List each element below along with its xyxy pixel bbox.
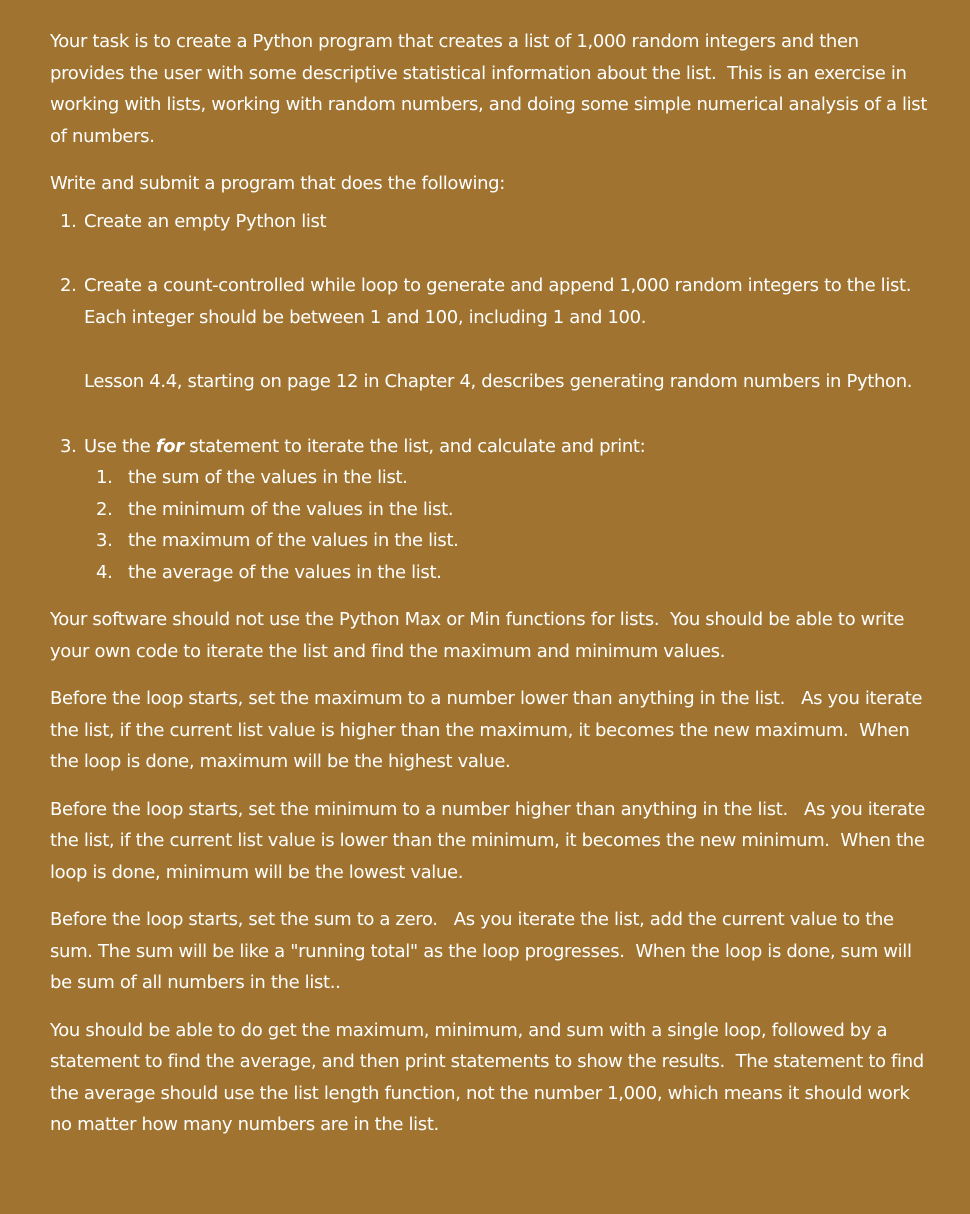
sublist-number: 3. xyxy=(96,530,113,551)
for-keyword: for xyxy=(155,435,184,457)
instructions-lead: Write and submit a program that does the following: xyxy=(50,173,505,194)
step-1 xyxy=(50,206,930,238)
step-number: 1. xyxy=(60,210,77,232)
step-text xyxy=(84,431,930,463)
sublist-number: 4. xyxy=(96,561,113,583)
step-text-after: statement to iterate the list, and calculate and print: xyxy=(183,435,646,457)
step-text: Create a count-controlled while loop to generate and append 1,000 random integers to the list. Each integer should be between 1 and 100, including 1 and 100. xyxy=(84,275,912,328)
intro-paragraph: Your task is to create a Python program that creates a list of 1,000 random integers and then provides the user with some descriptive statistical information about the list. This is an exercise in working with lists, working with random numbers, and doing some simple numerical analysis of a list of numbers. xyxy=(50,31,933,147)
sublist-item-minimum xyxy=(96,494,930,526)
maximum-paragraph: Before the loop starts, set the maximum to a number lower than anything in the list. As you iterate the list, if the current list value is higher than the maximum, it becomes the new maximum. When the loop is done, maximum will be the highest value. xyxy=(50,688,928,772)
sublist-text: the sum of the values in the list. xyxy=(128,467,408,488)
minimum-paragraph: Before the loop starts, set the minimum to a number higher than anything in the list. As you iterate the list, if the current list value is lower than the minimum, it becomes the new minimum. When the loop is done, minimum will be the lowest value. xyxy=(50,798,931,883)
step-text-before: Use the xyxy=(84,435,156,457)
sublist-number: 1. xyxy=(96,467,113,488)
no-max-min-paragraph: Your software should not use the Python Max or Min functions for lists. You should be able to write your own code to iterate the list and find the maximum and minimum values. xyxy=(50,609,910,662)
step-3 xyxy=(50,431,930,589)
step-number: 2. xyxy=(60,275,77,296)
steps-list xyxy=(50,206,930,589)
step-text: Create an empty Python list xyxy=(84,210,327,232)
step-note: Lesson 4.4, starting on page 12 in Chapter 4, describes generating random numbers in Python. xyxy=(84,371,913,392)
sum-paragraph: Before the loop starts, set the sum to a zero. As you iterate the list, add the current value to the sum. The sum will be like a "running total" as the loop progresses. When the loop is done, sum will be sum of all numbers in the list.. xyxy=(50,909,917,993)
average-paragraph: You should be able to do get the maximum, minimum, and sum with a single loop, followed by a statement to find the average, and then print statements to show the results. The statement to find the average should use the list length function, not the number 1,000, which means it should work no matter how many numbers are in the list. xyxy=(50,1019,930,1135)
step-number: 3. xyxy=(60,435,77,457)
sublist-item-sum xyxy=(96,462,930,494)
sublist-number: 2. xyxy=(96,498,113,520)
sublist-text: the average of the values in the list. xyxy=(128,561,442,583)
sublist-text: the minimum of the values in the list. xyxy=(128,498,454,520)
sublist-item-average xyxy=(96,557,930,589)
step-2 xyxy=(50,270,930,398)
statistics-sublist xyxy=(84,462,930,588)
sublist-text: the maximum of the values in the list. xyxy=(128,530,459,551)
sublist-item-maximum xyxy=(96,525,930,557)
